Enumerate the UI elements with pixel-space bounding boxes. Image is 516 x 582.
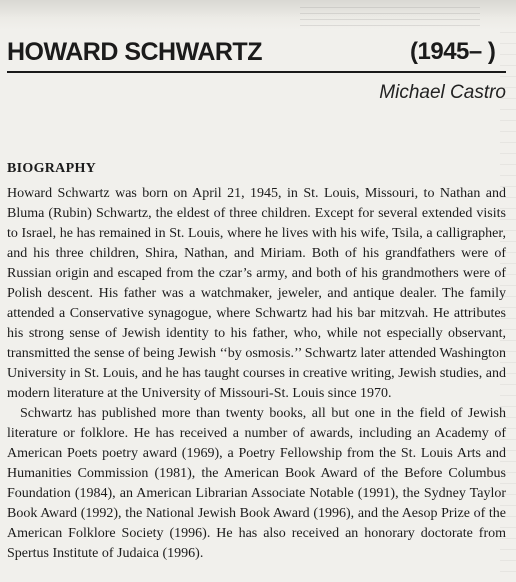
author-name: HOWARD SCHWARTZ — [7, 38, 262, 66]
paragraph: Howard Schwartz was born on April 21, 1945, in St. Louis, Missouri, to Nathan and Bluma (Rubin) Schwartz, the eldest of three children. Except for several extended visits to Israel, he has remained in St. Louis, where he lives with his wife, Tsila, a calligrapher, and his three children, Shira, Nathan, and Miriam. Both of his grandfathers were of Russian origin and escaped from the czar’s army, and both of his grandmothers were of Polish descent. His father was a watchmaker, jeweler, and antique dealer. The family attended a Conservative synagogue, where Schwartz had his bar mitzvah. He attributes his strong sense of Jewish identity to his father, who, while not especially observant, transmitted the sense of being Jewish ‘‘by osmosis.’’ Schwartz later attended Washington University in St. Louis, and he has taught courses in creative writing, Jewish studies, and modern literature at the University of Missouri-St. Louis since 1970. — [7, 186, 506, 401]
article-author: Michael Castro — [379, 82, 506, 103]
paragraph: Schwartz has published more than twenty books, all but one in the field of Jewish literature or folklore. He has received a number of awards, including an Academy of American Poets poetry award (1969), a Poetry Fellowship from the St. Louis Arts and Humanities Commission (1981), the American Book Award of the Before Columbus Foundation (1984), an American Librarian Associate Notable (1991), the Sydney Taylor Book Award (1992), the National Jewish Book Award (1996), and the Aesop Prize of the American Folklore Society (1996). He has also received an honorary doctorate from Spertus Institute of Judaica (1996). — [7, 406, 506, 561]
author-years: (1945– ) — [410, 38, 496, 65]
body-text — [7, 184, 506, 564]
section-heading: BIOGRAPHY — [7, 161, 97, 176]
title-rule — [7, 71, 506, 73]
bleed-through-text — [300, 2, 480, 26]
